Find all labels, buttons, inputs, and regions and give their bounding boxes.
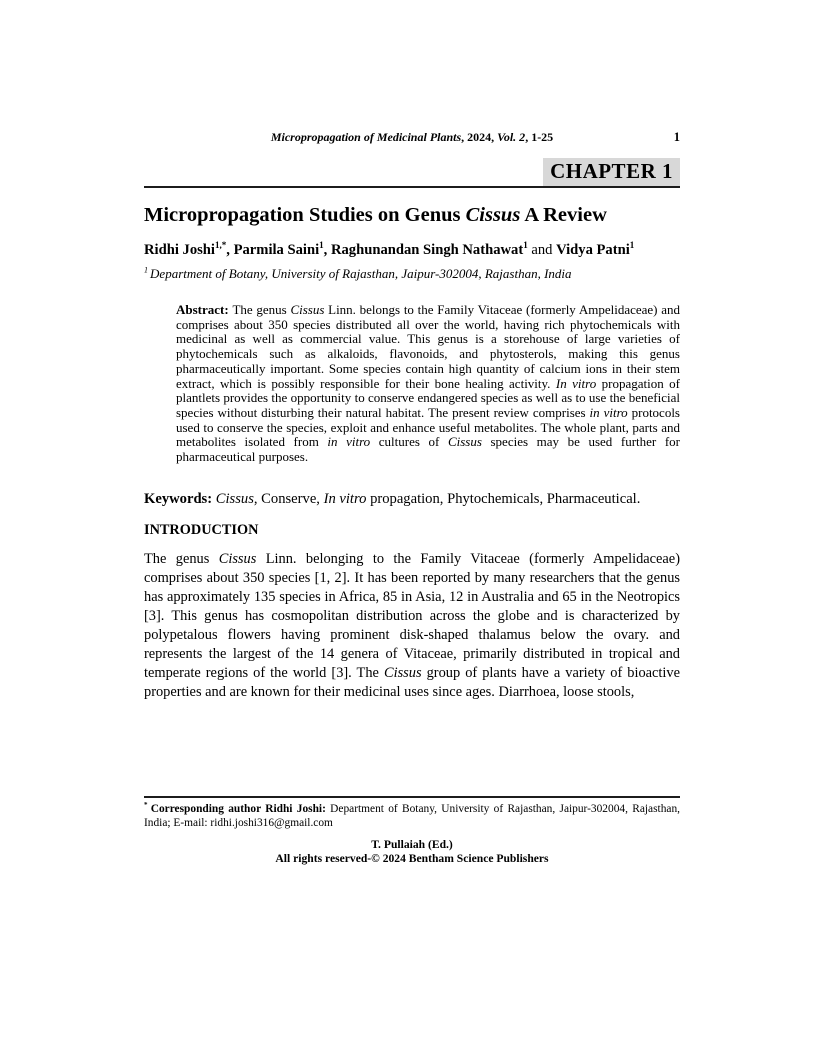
authors-line: Ridhi Joshi$^{1,*}$, Parmila Saini$^1$, Raghunandan Singh Nathawat$^1$ and Vidya Patni$^1$ [144,240,635,258]
introduction-paragraph: The genus Cissus Linn. belonging to the Family Vitaceae (formerly Ampelidaceae) comprises about 350 species [1, 2]. It has been reported by many researchers that the genus has approximately 135 species in Africa, 85 in Asia, 12 in Australia and 65 in the Neotropics [3]. This genus has cosmopolitan distribution across the globe and is characterized by polypetalous flowers having prominent disk-shaped thalamus below the ovary. and represents the largest of the 14 genera of Vitaceae, primarily distributed in tropical and temperate regions of the world [3]. The Cissus group of plants have a variety of bioactive properties and are known for their medicinal uses since ages. Diarrhoea, loose stools, [144,550,681,700]
abstract-text: Abstract: The genus Cissus Linn. belongs to the Family Vitaceae (formerly Ampelidaceae) and comprises about 350 species distributed all over the world, having rich phytochemicals with medicinal as well as commercial value. This genus is a storehouse of large varieties of phytochemicals such as alkaloids, flavonoids, and phytosterols, making this genus pharmaceutically important. Some species contain high quantity of calcium ions in their stem extract, which is possibly responsible for their bone healing activity. In vitro propagation of plantlets provides the opportunity to conserve endangered species as well as to use the beneficial species without disturbing their natural habitat. The present review comprises in vitro protocols used to conserve the species, exploit and enhance useful metabolites. The whole plant, parts and metabolites isolated from in vitro cultures of Cissus species may be used further for pharmaceutical purposes. [176,302,681,465]
running-head-row [144,130,680,145]
chapter-title: Micropropagation Studies on Genus Cissus A Review [144,204,607,226]
keywords-line: Keywords: Cissus, Conserve, In vitro propagation, Phytochemicals, Pharmaceutical. [144,490,641,507]
chapter-banner-row [144,158,680,188]
page-footer [144,796,680,866]
abstract-block [176,303,680,465]
corresponding-author-footnote: * Corresponding author Ridhi Joshi: Department of Botany, University of Rajasthan, Jaipur-302004, Rajasthan, India; E-mail: ridhi.joshi316@gmail.com [144,801,680,829]
publisher-block [144,838,680,866]
running-head: Micropropagation of Medicinal Plants, 2024, Vol. 2, 1-25 [270,130,554,144]
footnote-rule [144,796,680,798]
page-number: 1 [673,130,680,144]
affiliation-line: $^1$ Department of Botany, University of Rajasthan, Jaipur-302004, Rajasthan, India [144,265,572,281]
chapter-label: CHAPTER 1 [543,158,680,186]
section-heading-introduction: INTRODUCTION [144,521,259,538]
editor-line: T. Pullaiah (Ed.) [371,838,453,851]
page-header [144,130,680,188]
rights-line: All rights reserved-© 2024 Bentham Science Publishers [275,852,549,865]
